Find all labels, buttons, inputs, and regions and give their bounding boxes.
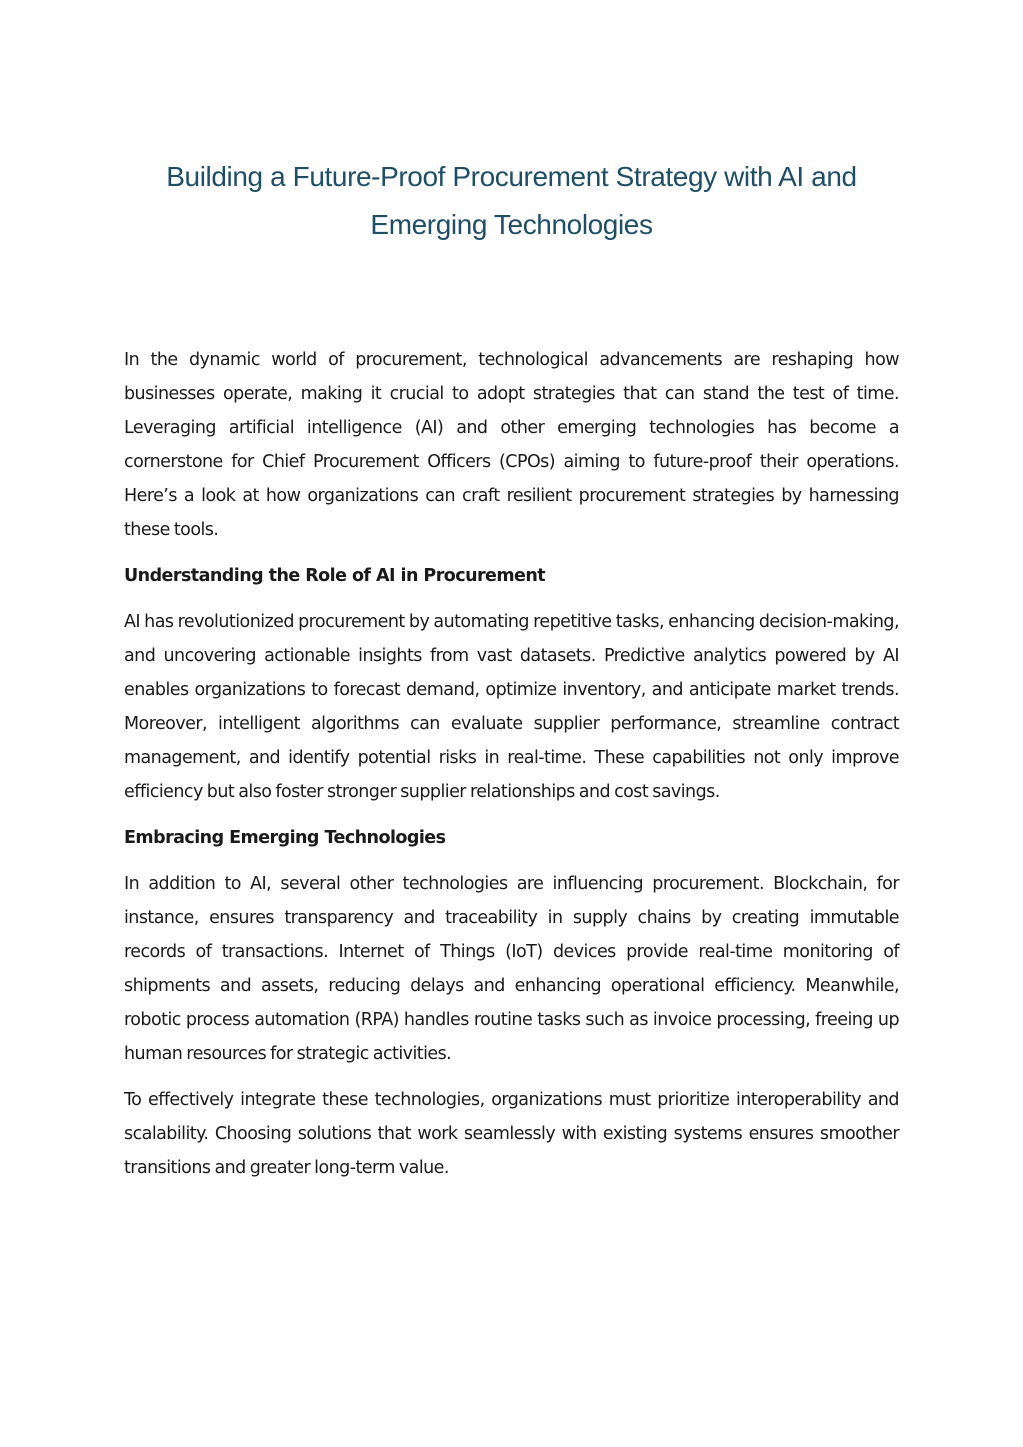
- section-paragraph: To effectively integrate these technologies, organizations must prioritize interoperability and scalability. Choosing solutions that work seamlessly with existing systems ensures smoother transitions and greater long-term value.: [124, 1090, 899, 1178]
- section-emerging-tech: [124, 821, 899, 1185]
- section-paragraph: AI has revolutionized procurement by automating repetitive tasks, enhancing decision-making, and uncovering actionable insights from vast datasets. Predictive analytics powered by AI enables organizations to forecast demand, optimize inventory, and anticipate market trends. Moreover, intelligent algorithms can evaluate supplier performance, streamline contract management, and identify potential risks in real-time. These capabilities not only improve efficiency but also foster stronger supplier relationships and cost savings.: [124, 612, 899, 802]
- document-body: [124, 343, 899, 1197]
- document-title: Building a Future-Proof Procurement Strategy with AI and Emerging Technologies: [166, 161, 857, 240]
- section-heading: Understanding the Role of AI in Procurement: [124, 566, 546, 586]
- section-heading: Embracing Emerging Technologies: [124, 828, 446, 848]
- section-ai-role: [124, 559, 899, 809]
- intro-paragraph: In the dynamic world of procurement, technological advancements are reshaping how businesses operate, making it crucial to adopt strategies that can stand the test of time. Leveraging artificial intelligence (AI) and other emerging technologies has become a cornerstone for Chief Procurement Officers (CPOs) aiming to future-proof their operations. Here’s a look at how organizations can craft resilient procurement strategies by harnessing these tools.: [124, 350, 899, 540]
- section-paragraph: In addition to AI, several other technologies are influencing procurement. Blockchain, for instance, ensures transparency and traceability in supply chains by creating immutable records of transactions. Internet of Things (IoT) devices provide real-time monitoring of shipments and assets, reducing delays and enhancing operational efficiency. Meanwhile, robotic process automation (RPA) handles routine tasks such as invoice processing, freeing up human resources for strategic activities.: [124, 874, 899, 1064]
